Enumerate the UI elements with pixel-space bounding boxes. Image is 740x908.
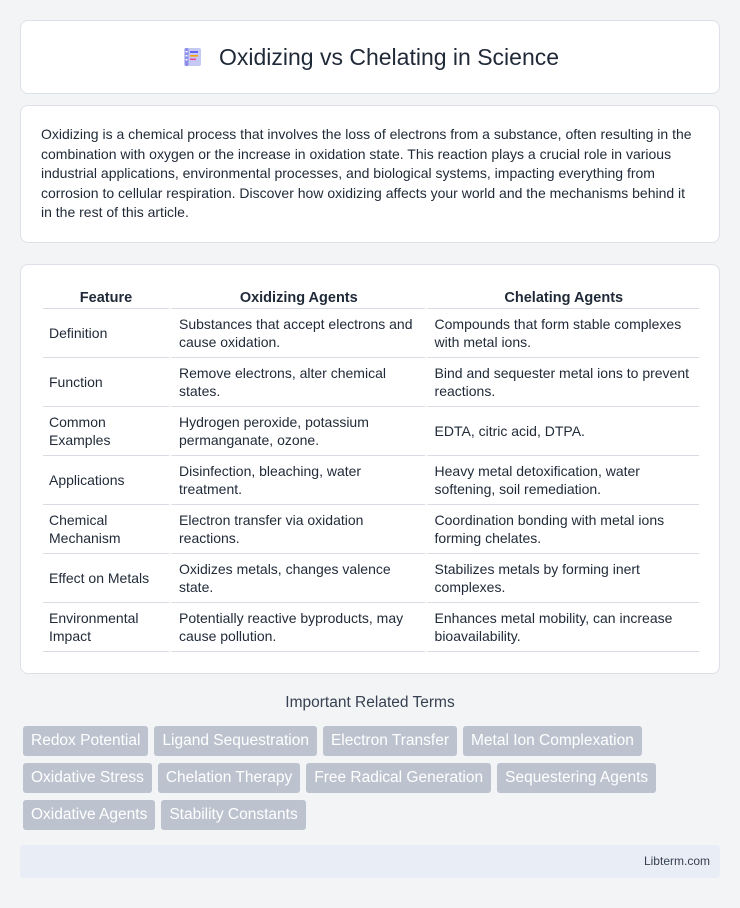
chelating-cell: EDTA, citric acid, DTPA. (425, 407, 699, 456)
table-header-row (43, 287, 699, 309)
table-row (43, 505, 699, 554)
term-tag[interactable]: Chelation Therapy (158, 763, 300, 793)
table-row (43, 358, 699, 407)
feature-cell: Applications (43, 456, 169, 505)
chelating-cell: Compounds that form stable complexes with metal ions. (425, 309, 699, 358)
oxidizing-cell: Oxidizes metals, changes valence state. (169, 554, 425, 603)
oxidizing-cell: Electron transfer via oxidation reactions. (169, 505, 425, 554)
oxidizing-cell: Substances that accept electrons and cause oxidation. (169, 309, 425, 358)
related-terms-list (23, 726, 703, 830)
related-terms-heading: Important Related Terms (285, 694, 455, 711)
chelating-cell: Heavy metal detoxification, water softening, soil remediation. (425, 456, 699, 505)
oxidizing-cell: Remove electrons, alter chemical states. (169, 358, 425, 407)
oxidizing-cell: Hydrogen peroxide, potassium permanganate, ozone. (169, 407, 425, 456)
intro-card (20, 105, 720, 243)
term-tag[interactable]: Redox Potential (23, 726, 148, 756)
term-tag[interactable]: Free Radical Generation (306, 763, 491, 793)
term-tag[interactable]: Metal Ion Complexation (463, 726, 642, 756)
term-tag[interactable]: Ligand Sequestration (154, 726, 317, 756)
feature-cell: Effect on Metals (43, 554, 169, 603)
term-tag[interactable]: Electron Transfer (323, 726, 457, 756)
page-title: Oxidizing vs Chelating in Science (218, 43, 560, 70)
intro-text: Oxidizing is a chemical process that involves the loss of electrons from a substance, often resulting in the combination with oxygen or the increase in oxidation state. This reaction plays a crucial role in various industrial applications, environmental processes, and biological systems, impacting everything from corrosion to cellular respiration. Discover how oxidizing affects your world and the mechanisms behind it in the rest of this article. (41, 126, 692, 220)
footer (20, 845, 720, 878)
feature-cell: Chemical Mechanism (43, 505, 169, 554)
term-tag[interactable]: Oxidative Stress (23, 763, 152, 793)
oxidizing-cell: Potentially reactive byproducts, may cause pollution. (169, 603, 425, 652)
header-chelating: Chelating Agents (425, 287, 699, 309)
table-row (43, 554, 699, 603)
table-row (43, 456, 699, 505)
table-row (43, 603, 699, 652)
term-tag[interactable]: Sequestering Agents (497, 763, 656, 793)
table-row (43, 407, 699, 456)
table-row (43, 309, 699, 358)
term-tag[interactable]: Stability Constants (161, 800, 305, 830)
chelating-cell: Bind and sequester metal ions to prevent reactions. (425, 358, 699, 407)
header-feature: Feature (43, 287, 169, 309)
header-card (20, 20, 720, 94)
feature-cell: Function (43, 358, 169, 407)
chelating-cell: Coordination bonding with metal ions forming chelates. (425, 505, 699, 554)
chelating-cell: Stabilizes metals by forming inert complexes. (425, 554, 699, 603)
comparison-table (43, 287, 699, 652)
footer-brand[interactable]: Libterm.com (643, 854, 710, 868)
feature-cell: Common Examples (43, 407, 169, 456)
feature-cell: Environmental Impact (43, 603, 169, 652)
term-tag[interactable]: Oxidative Agents (23, 800, 155, 830)
feature-cell: Definition (43, 309, 169, 358)
comparison-card (20, 264, 720, 674)
header-oxidizing: Oxidizing Agents (169, 287, 425, 309)
book-icon (181, 45, 205, 69)
oxidizing-cell: Disinfection, bleaching, water treatment. (169, 456, 425, 505)
chelating-cell: Enhances metal mobility, can increase bioavailability. (425, 603, 699, 652)
